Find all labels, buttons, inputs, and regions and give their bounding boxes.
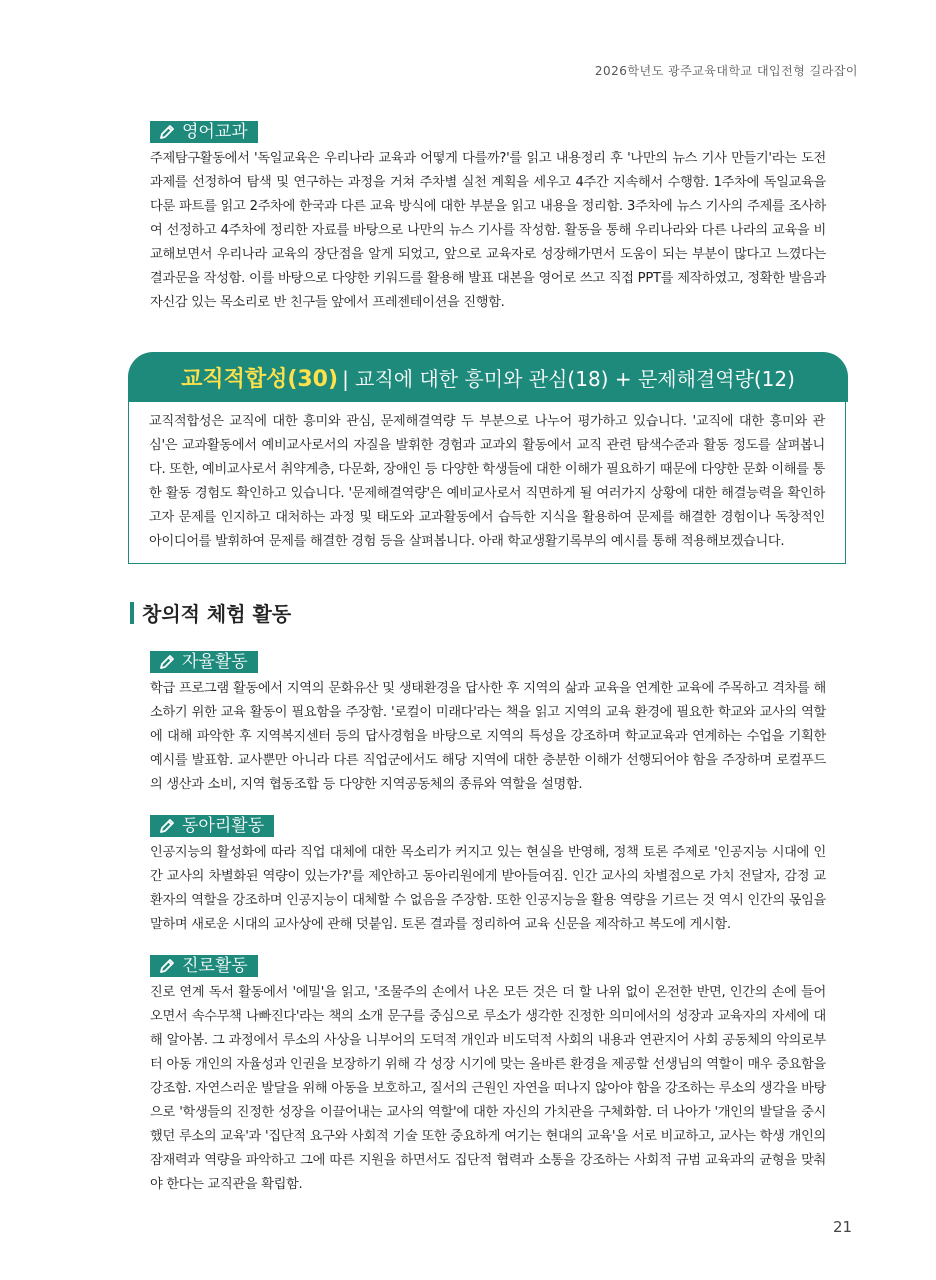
tag-label: 진로활동 bbox=[182, 956, 248, 976]
running-header: 2026학년도 광주교육대학교 대입전형 길라잡이 bbox=[594, 64, 858, 78]
info-box bbox=[128, 402, 846, 564]
tag-label: 동아리활동 bbox=[182, 816, 265, 836]
tag-career bbox=[150, 955, 258, 977]
tag-english bbox=[150, 121, 258, 143]
banner-subtitle: | 교직에 대한 흥미와 관심(18) + 문제해결역량(12) bbox=[342, 366, 795, 391]
club-paragraph: 인공지능의 활성화에 따라 직업 대체에 대한 목소리가 커지고 있는 현실을 반영해, 정책 토론 주제로 '인공지능 시대에 인간 교사의 차별화된 역량이 있는가?'를 제안하고 동아리원에게 받아들여짐. 인간 교사의 차별점으로 가치 전달자, 감정 교환자의 역할을 강조하며 인공지능이 대체할 수 없음을 주장함. 또한 인공지능을 활용 역량을 기르는 것 역시 인간의 몫임을 말하며 새로운 시대의 교사상에 관해 덧붙임. 토론 결과를 정리하여 교육 신문을 제작하고 복도에 게시함. bbox=[150, 845, 826, 932]
pencil-icon bbox=[158, 653, 176, 671]
tag-label: 자율활동 bbox=[182, 652, 248, 672]
tag-label: 영어교과 bbox=[182, 122, 248, 142]
career-paragraph: 진로 연계 독서 활동에서 '에밀'을 읽고, '조물주의 손에서 나온 모든 것은 더 할 나위 없이 온전한 반면, 인간의 손에 들어오면서 속수무책 나빠진다'라는 책의 소개 문구를 중심으로 루소가 생각한 진정한 의미에서의 성장과 교육자의 자세에 대해 알아봄. 그 과정에서 루소의 사상을 니부어의 도덕적 개인과 비도덕적 사회의 내용과 연관지어 사회 공동체의 악의로부터 아동 개인의 자율성과 인권을 보장하기 위해 각 성장 시기에 맞는 올바른 환경을 제공할 선생님의 역할이 매우 중요함을 강조함. 자연스러운 발달을 위해 아동을 보호하고, 질서의 근원인 자연을 떠나지 않아야 함을 강조하는 루소의 생각을 바탕으로 '학생들의 진정한 성장을 이끌어내는 교사의 역할'에 대한 자신의 가치관을 구체화함. 더 나아가 '개인의 발달을 중시했던 루소의 교육'과 '집단적 요구와 사회적 기술 또한 중요하게 여기는 현대의 교육'을 서로 비교하고, 교사는 학생 개인의 잠재력과 역량을 파악하고 그에 따른 지원을 하면서도 집단적 협력과 소통을 강조하는 사회적 규범 교육과의 균형을 맞춰야 한다는 교직관을 확립함. bbox=[150, 985, 826, 1192]
pencil-icon bbox=[158, 817, 176, 835]
heading-bar bbox=[130, 602, 134, 624]
autonomy-paragraph: 학급 프로그램 활동에서 지역의 문화유산 및 생태환경을 답사한 후 지역의 삶과 교육을 연계한 교육에 주목하고 격차를 해소하기 위한 교육 활동이 필요함을 주장함. '로컬이 미래다'라는 책을 읽고 지역의 교육 환경에 필요한 학교와 교사의 역할에 대해 파악한 후 지역복지센터 등의 답사경험을 바탕으로 지역의 특성을 강조하며 학교교육과 연계하는 수업을 기획한 예시를 발표함. 교사뿐만 아니라 다른 직업군에서도 해당 지역에 대한 충분한 이해가 선행되어야 함을 주장하며 로컬푸드의 생산과 소비, 지역 협동조합 등 다양한 지역공동체의 종류와 역할을 설명함. bbox=[150, 681, 826, 792]
section-banner bbox=[128, 352, 848, 402]
page-number: 21 bbox=[833, 1218, 853, 1236]
pencil-icon bbox=[158, 123, 176, 141]
section-title: 창의적 체험 활동 bbox=[142, 602, 292, 626]
section-heading bbox=[130, 598, 291, 627]
pencil-icon bbox=[158, 957, 176, 975]
info-box-text: 교직적합성은 교직에 대한 흥미와 관심, 문제해결역량 두 부분으로 나누어 평가하고 있습니다. '교직에 대한 흥미와 관심'은 교과활동에서 예비교사로서의 자질을 발휘한 경험과 교과외 활동에서 교직 관련 탐색수준과 활동 정도를 살펴봅니다. 또한, 예비교사로서 취약계층, 다문화, 장애인 등 다양한 학생들에 대한 이해가 필요하기 때문에 다양한 문화 이해를 통한 활동 경험도 확인하고 있습니다. '문제해결역량'은 예비교사로서 직면하게 될 여러가지 상황에 대한 해결능력을 확인하고자 문제를 인지하고 대처하는 과정 및 태도와 교과활동에서 습득한 지식을 활용하여 문제를 해결한 경험이나 독창적인 아이디어를 발휘하여 문제를 해결한 경험 등을 살펴봅니다. 아래 학교생활기록부의 예시를 통해 적용해보겠습니다. bbox=[149, 414, 825, 549]
banner-title: 교직적합성(30) bbox=[181, 366, 339, 392]
tag-autonomy bbox=[150, 651, 258, 673]
tag-club bbox=[150, 815, 274, 837]
english-paragraph: 주제탐구활동에서 '독일교육은 우리나라 교육과 어떻게 다를까?'를 읽고 내용정리 후 '나만의 뉴스 기사 만들기'라는 도전 과제를 선정하여 탐색 및 연구하는 과정을 거쳐 주차별 실천 계획을 세우고 4주간 지속해서 수행함. 1주차에 독일교육을 다룬 파트를 읽고 2주차에 한국과 다른 교육 방식에 대한 부분을 읽고 내용을 정리함. 3주차에 뉴스 기사의 주제를 조사하여 선정하고 4주차에 정리한 자료를 바탕으로 나만의 뉴스 기사를 작성함. 활동을 통해 우리나라와 다른 나라의 교육을 비교해보면서 우리나라 교육의 장단점을 알게 되었고, 앞으로 교육자로 성장해가면서 도움이 되는 부분이 많다고 느꼈다는 결과문을 작성함. 이를 바탕으로 다양한 키워드를 활용해 발표 대본을 영어로 쓰고 직접 PPT를 제작하였고, 정확한 발음과 자신감 있는 목소리로 반 친구들 앞에서 프레젠테이션을 진행함. bbox=[150, 151, 826, 310]
